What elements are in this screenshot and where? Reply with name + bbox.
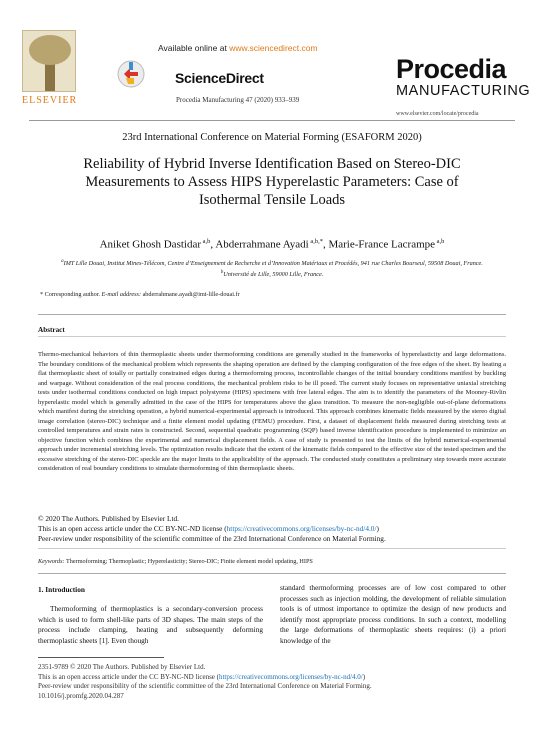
abstract-text: Thermo-mechanical behaviors of thin thermoplastic sheets under thermoforming conditions are generally studied in the frameworks of hyperelasticity and large deformations. The boundary conditions of the mechanical problem which represents the shaping operation are defined by the clamping configuration of the free edges of the sheet. By heating a flat thermoplastic sheet of totally or partially constrained edges during a thermoforming process, incontrollable changes of the initial boundary conditions manifest by buckling and warpage. Without consideration of the real process conditions, the mechanical problem risks to be ill posed. The current study focuses on representative uniaxial stretching tests under isothermal conditions conducted on high impact polystyrene (HIPS) specimens with free lateral edges. The aim is to identify the parameters of the Mooney-Rivlin hyperelastic model which is generally admitted in the case of the HIPS for temperatures above the glass transition. To measure the non-negligible out-of-plane deformations which manifest during the stretching operation, a hybrid numerical-experimental approach is introduced. This approach combines kinematic fields measured by the stereo digital image correlation (stereo-DIC) technique and a finite element model updating (FEMU) procedure. First, a dataset of displacement fields measured during stretching tests at controlled temperatures and strain rates is constructed. Second, sequential quadratic programming (SQP) based inverse identification procedure is implemented to minimize an objective function which combines the experimental and numerical displacement fields. A case of study is presented to test the limits of the hybrid numerical-experimental approach under incremental stretching levels. The optimization results indicate that the extent of the kinematic fields compared to the effective size of the tested specimen and the excessive stretching of the stereo-DIC speckle are the major limits to the applicability of the approach. The conducted study constitutes a preliminary step towards more accurate consideration of real boundary conditions to simulate thermoforming of thin thermoplastic sheets. [38, 351, 506, 472]
elsevier-wordmark: ELSEVIER [22, 95, 78, 106]
keywords-bottom-divider [38, 573, 506, 574]
body-column-left: Thermoforming of thermoplastics is a secondary-conversion process which is used to form shell-like parts of 3D shapes. The main steps of the process include clamping, heating and subsequently deforming thermoplastic sheets [1]. Even though [38, 604, 263, 645]
author-affil-sup: a,b,* [308, 238, 323, 245]
procedia-brand [396, 54, 531, 117]
license-link[interactable]: https://creativecommons.org/licenses/by-nc-nd/4.0/ [226, 523, 377, 533]
sciencedirect-title: ScienceDirect [175, 70, 264, 86]
procedia-brand-line2: MANUFACTURING [396, 83, 531, 99]
footer-license-link[interactable]: https://creativecommons.org/licenses/by-nc-nd/4.0/ [218, 672, 363, 681]
abstract-heading-divider [38, 336, 506, 337]
license-line: This is an open access article under the CC BY-NC-ND license (https://creativecommons.org/licenses/by-nc-nd/4.0/) [38, 523, 379, 533]
copyright-line: © 2020 The Authors. Published by Elsevier Ltd. [38, 514, 179, 523]
affiliation-a: $^a$IMT Lille Douai, Institut Mines-Télécom, Centre d’Enseignement de Recherche et d’Innovation Matériaux et Procédés, 941 rue Charles Bourseul, 59508 Douai, France. [61, 259, 483, 268]
footer-license-line: This is an open access article under the CC BY-NC-ND license (https://creativecommons.org/licenses/by-nc-nd/4.0/) [38, 672, 366, 681]
footer-peer-review: Peer-review under responsibility of the scientific committee of the 23rd International Conference on Material Forming. [38, 682, 372, 690]
footer-divider [38, 657, 164, 658]
author-name: Aniket Ghosh Dastidar [99, 238, 202, 251]
author-affil-sup: a,b [435, 238, 445, 245]
crossmark-icon[interactable] [113, 58, 149, 94]
header-divider [29, 120, 515, 121]
journal-citation: Procedia Manufacturing 47 (2020) 933–939 [176, 96, 300, 104]
body-column-right: standard thermoforming processes are of low cost compared to other processes such as injection molding, the development of reliable simulation tools is of utmost importance to optimize the design of new products and identify most appropriate process conditions. In such a context, modelling the large deformations of thermoplastic sheets requires: (i) a priori knowledge of the [280, 583, 506, 645]
footer-block [38, 663, 508, 701]
affiliations [40, 258, 504, 280]
conference-name: 23rd International Conference on Material Forming (ESAFORM 2020) [122, 132, 422, 143]
corresponding-author: * Corresponding author. E-mail address: abderrahmane.ayadi@imt-lille-douai.fr [40, 291, 240, 298]
available-prefix: Available online at [158, 43, 230, 53]
doi[interactable]: 10.1016/j.promfg.2020.04.287 [38, 691, 124, 700]
peer-review-line: Peer-review under responsibility of the scientific committee of the 23rd International Conference on Material Forming. [38, 533, 386, 543]
abstract-top-divider [38, 314, 506, 315]
keywords-top-divider [38, 548, 506, 549]
author-email[interactable]: abderrahmane.ayadi@imt-lille-douai.fr [141, 291, 240, 298]
elsevier-tree-logo-icon [22, 30, 76, 92]
copyright-block [38, 514, 506, 543]
author-list: Aniket Ghosh Dastidar $^{a,b}$, Abderrahmane Ayadi $^{a,b,*}$, Marie-France Lacrampe $^{a,b}$ [99, 238, 445, 251]
issn-line: 2351-9789 © 2020 The Authors. Published by Elsevier Ltd. [38, 663, 206, 671]
journal-url[interactable]: www.elsevier.com/locate/procedia [396, 111, 479, 117]
elsevier-logo [22, 30, 76, 108]
author-name: Marie-France Lacrampe [328, 238, 436, 251]
section-heading: 1. Introduction [38, 585, 85, 594]
availability-line [158, 43, 318, 53]
affiliation-b: $^b$Université de Lille, 59000 Lille, France. [220, 269, 324, 278]
author-name: Abderrahmane Ayadi [215, 238, 309, 251]
sciencedirect-link[interactable]: www.sciencedirect.com [229, 43, 318, 53]
author-affil-sup: a,b [201, 238, 211, 245]
paper-title: Reliability of Hybrid Inverse Identification Based on Stereo-DIC Measurements to Assess HIPS Hyperelastic Parameters: Case of Isothermal Tensile Loads [83, 156, 461, 208]
keywords: Keywords: Thermoforming; Thermoplastic; Hyperelasticity; Stereo-DIC; Finite element model updating, HIPS [38, 558, 313, 565]
abstract-heading: Abstract [38, 326, 65, 334]
procedia-brand-line1: Procedia [396, 54, 507, 84]
